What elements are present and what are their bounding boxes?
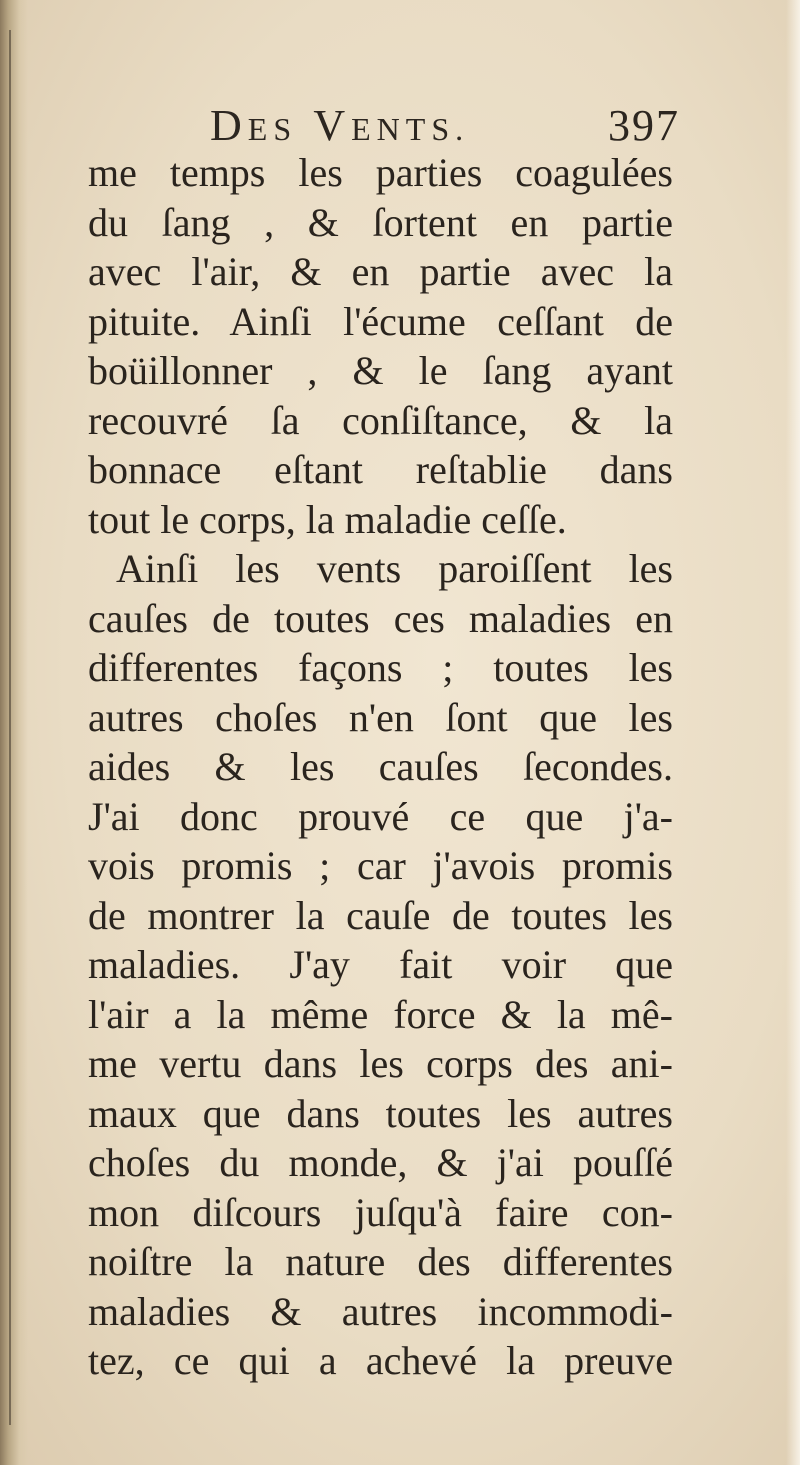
running-title-initial-2: V [313,101,352,150]
text-line: J'ai donc prouvé ce que j'a- [88,793,673,839]
text-line: l'air a la même force & la mê- [88,991,673,1037]
text-line: pituite. Ainſi l'écume ceſſant de [88,298,673,344]
text-line: maux que dans toutes les autres [88,1090,673,1136]
body-text [88,148,673,1386]
page-gutter [0,0,28,1465]
binding-edge [9,30,11,1425]
page-edge [786,0,800,1465]
text-line: noiſtre la nature des differentes [88,1239,673,1284]
text-line: cauſes de toutes ces maladies en [88,595,673,641]
text-line: bonnace eſtant reſtablie dans [88,447,673,492]
text-line: tez, ce qui a achevé la preuve [88,1338,673,1383]
running-title-rest-2: ENTS. [351,111,470,147]
text-line: avec l'air, & en partie avec la [88,249,673,294]
text-line: Ainſi les vents paroiſſent les [116,546,673,591]
page-number: 397 [608,101,680,150]
text-line: differentes façons ; toutes les [88,645,673,690]
text-line: me vertu dans les corps des ani- [88,1041,673,1086]
text-line: vois promis ; car j'avois promis [88,843,673,888]
text-line: recouvré ſa conſiſtance, & la [88,397,673,443]
text-line: tout le corps, la maladie ceſſe. [88,496,567,542]
running-title-initial-1: D [210,101,248,150]
text-line: aides & les cauſes ſecondes. [88,744,673,789]
text-line: choſes du monde, & j'ai pouſſé [88,1140,673,1185]
running-head [210,96,680,156]
running-title-rest-1: ES [247,111,298,147]
text-line: de montrer la cauſe de toutes les [88,892,673,938]
text-line: du ſang , & ſortent en partie [88,199,673,245]
text-line: maladies. J'ay fait voir que [88,942,673,987]
text-line: mon diſcours juſqu'à faire con- [88,1189,673,1235]
text-line: me temps les parties coagulées [88,150,673,195]
text-line: autres choſes n'en ſont que les [88,694,673,740]
text-line: maladies & autres incommodi- [88,1288,673,1334]
text-line: boüillonner , & le ſang ayant [88,348,673,393]
